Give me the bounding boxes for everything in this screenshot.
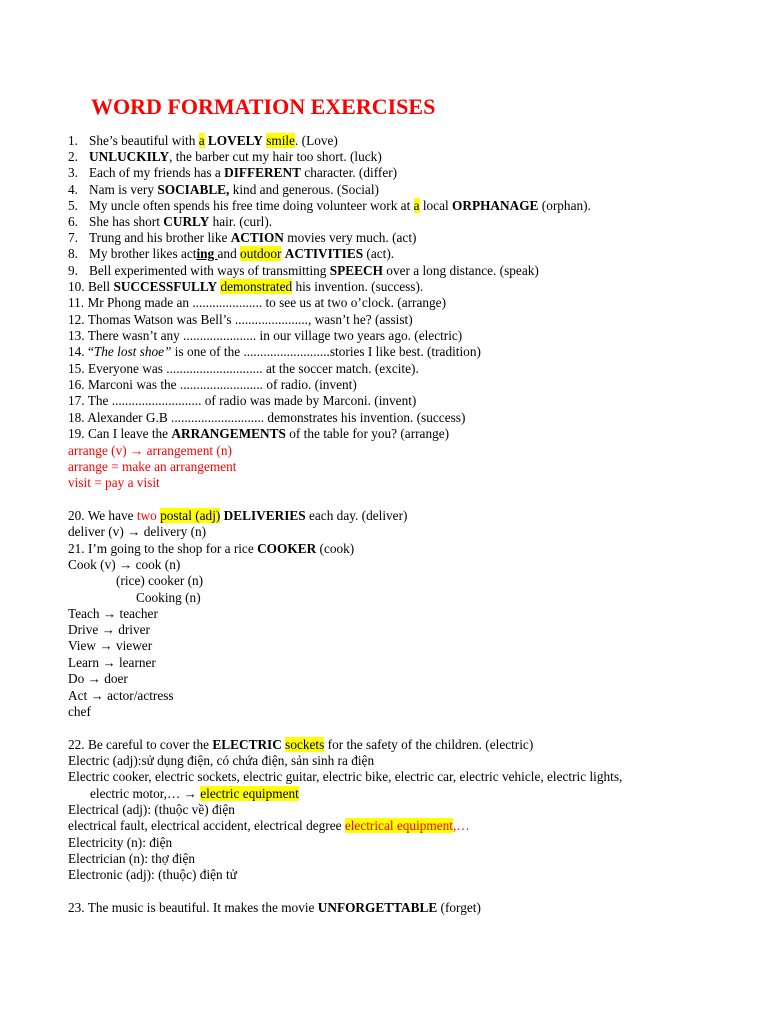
list-item: 16. Marconi was the ......................... of radio. (invent) (68, 377, 357, 392)
note-line: Electrician (n): thợ điện (68, 851, 196, 866)
note-line: Electricity (n): điện (68, 835, 173, 850)
note-line: Electronic (adj): (thuộc) điện tử (68, 867, 237, 882)
list-item: 9. Bell experimented with ways of transmitting SPEECH over a long distance. (speak) (68, 263, 539, 278)
note-line: Do → doer (68, 671, 128, 686)
arrow-right-icon: → (87, 671, 101, 686)
list-item: 12. Thomas Watson was Bell’s ......................, wasn’t he? (assist) (68, 312, 413, 327)
arrow-right-icon: → (118, 557, 133, 572)
arrow-right-icon: → (101, 622, 115, 637)
note-line: Teach → teacher (68, 606, 158, 621)
note-line: Learn → learner (68, 655, 156, 670)
arrow-right-icon: → (99, 638, 113, 653)
list-item: 6. She has short CURLY hair. (curl). (68, 214, 273, 229)
list-item: 23. The music is beautiful. It makes the movie UNFORGETTABLE (forget) (68, 900, 481, 915)
note-line: chef (68, 704, 91, 719)
list-item: 2. UNLUCKILY, the barber cut my hair too short. (luck) (68, 149, 382, 164)
note-line: Electrical (adj): (thuộc về) điện (68, 802, 235, 817)
arrow-right-icon: → (130, 443, 144, 458)
arrow-right-icon: → (102, 655, 116, 670)
arrow-right-icon: → (90, 688, 104, 703)
note-line: Cooking (n) (136, 590, 201, 605)
note-line: electrical fault, electrical accident, electrical degree electrical equipment,… (68, 818, 470, 833)
list-item: 1. She’s beautiful with a LOVELY smile. (Love) (68, 133, 338, 148)
arrow-right-icon: → (127, 524, 141, 539)
note-line: Electric cooker, electric sockets, electric guitar, electric bike, electric car, electric vehicle, electric lights, (68, 769, 623, 784)
note-line: arrange = make an arrangement (68, 459, 237, 474)
note-line: View → viewer (68, 638, 153, 653)
note-line: Drive → driver (68, 622, 150, 637)
note-line: Cook (v) → cook (n) (68, 557, 181, 572)
list-item: 21. I’m going to the shop for a rice COOKER (cook) (68, 541, 355, 556)
arrow-right-icon: → (102, 606, 117, 621)
note-line: deliver (v) → delivery (n) (68, 524, 207, 539)
note-line: (rice) cooker (n) (116, 573, 204, 588)
list-item: 11. Mr Phong made an ..................... to see us at two o’clock. (arrange) (68, 295, 447, 310)
note-line: visit = pay a visit (68, 475, 160, 490)
page-title: WORD FORMATION EXERCISES (91, 94, 436, 119)
list-item: 22. Be careful to cover the ELECTRIC sockets for the safety of the children. (electric) (68, 737, 534, 752)
list-item: 7. Trung and his brother like ACTION movies very much. (act) (68, 230, 417, 245)
list-item: 14. “The lost shoe” is one of the ..........................stories I like best. (tradition) (68, 344, 481, 359)
note-line: Act → actor/actress (68, 688, 174, 703)
list-item: 19. Can I leave the ARRANGEMENTS of the table for you? (arrange) (68, 426, 450, 441)
list-item: 17. The ........................... of radio was made by Marconi. (invent) (68, 393, 417, 408)
list-item: 13. There wasn’t any ...................... in our village two years ago. (electric) (68, 328, 463, 343)
arrow-right-icon: → (183, 786, 197, 801)
list-item: 5. My uncle often spends his free time doing volunteer work at a local ORPHANAGE (orphan). (68, 198, 591, 213)
list-item: 15. Everyone was ............................. at the soccer match. (excite). (68, 361, 419, 376)
list-item: 3. Each of my friends has a DIFFERENT character. (differ) (68, 165, 398, 180)
note-line: electric motor,… → electric equipment (90, 786, 299, 801)
list-item: 18. Alexander G.B ............................ demonstrates his invention. (success) (68, 410, 466, 425)
list-item: 4. Nam is very SOCIABLE, kind and generous. (Social) (68, 182, 379, 197)
note-line: arrange (v) → arrangement (n) (68, 443, 232, 458)
note-line: Electric (adj):sử dụng điện, có chứa điện, sản sinh ra điện (68, 753, 375, 768)
list-item: 20. We have two postal (adj) DELIVERIES each day. (deliver) (68, 508, 408, 523)
list-item: 8. My brother likes acting and outdoor ACTIVITIES (act). (68, 246, 395, 261)
list-item: 10. Bell SUCCESSFULLY demonstrated his invention. (success). (68, 279, 424, 294)
